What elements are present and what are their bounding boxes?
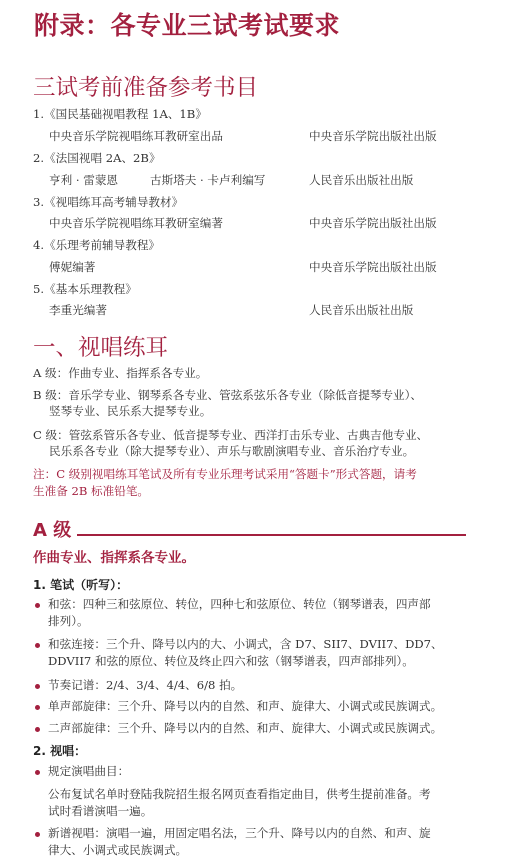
written-test-heading: 1. 笔试（听写）： bbox=[33, 578, 129, 592]
bullet-icon bbox=[35, 832, 40, 837]
books-section-title: 三试考前准备参考书目 bbox=[33, 75, 259, 101]
sight-singing-section-title: 一、视唱练耳 bbox=[33, 335, 169, 361]
singing-item-new-score-1: 新谱视唱：演唱一遍，用固定唱名法，三个升、降号以内的自然、和声、旋 bbox=[48, 826, 431, 840]
note-line-2: 生准备 2B 标准铅笔。 bbox=[33, 484, 150, 498]
book-3-author: 中央音乐学院视唱练耳教研室编著 bbox=[49, 216, 223, 230]
singing-item-prescribed-desc-1: 公布复试名单时登陆我院招生报名网页查看指定曲目，供考生提前准备。考 bbox=[48, 787, 431, 801]
book-1-author: 中央音乐学院视唱练耳教研室出品 bbox=[49, 129, 223, 143]
singing-item-new-score-2: 律大、小调式或民族调式。 bbox=[48, 843, 188, 857]
bullet-icon bbox=[35, 705, 40, 710]
book-4-publisher: 中央音乐学院出版社出版 bbox=[309, 260, 437, 274]
written-item-progression-2: DDVII7 和弦的原位、转位及终止四六和弦（钢琴谱表，四声部排列）。 bbox=[48, 654, 414, 668]
bullet-icon bbox=[35, 643, 40, 648]
book-4-author: 傅妮编著 bbox=[49, 260, 96, 274]
bullet-icon bbox=[35, 727, 40, 732]
book-3-title-line: 3.《视唱练耳高考辅导教材》 bbox=[33, 195, 184, 209]
note-line-1: 注：C 级别视唱练耳笔试及所有专业乐理考试采用“答题卡”形式答题，请考 bbox=[33, 467, 417, 481]
book-2-author: 亨利 · 雷蒙恩 bbox=[49, 173, 119, 187]
book-2-author2: 古斯塔夫 · 卡卢利编写 bbox=[150, 173, 266, 187]
book-5-title-line: 5.《基本乐理教程》 bbox=[33, 282, 137, 296]
singing-test-heading: 2. 视唱： bbox=[33, 744, 87, 758]
book-1-publisher: 中央音乐学院出版社出版 bbox=[309, 129, 437, 143]
bullet-icon bbox=[35, 684, 40, 689]
level-b-desc-1: B 级：音乐学专业、钢琴系各专业、管弦系弦乐各专业（除低音提琴专业）、 bbox=[33, 388, 423, 402]
page-title: 附录：各专业三试考试要求 bbox=[34, 11, 341, 40]
bullet-icon bbox=[35, 603, 40, 608]
book-5-author: 李重光编著 bbox=[49, 303, 107, 317]
level-b-desc-2: 竖琴专业、民乐系大提琴专业。 bbox=[49, 404, 212, 418]
level-a-desc: A 级：作曲专业、指挥系各专业。 bbox=[33, 366, 208, 380]
singing-item-prescribed: 规定演唱曲目： bbox=[48, 764, 130, 778]
level-c-desc-2: 民乐系各专业（除大提琴专业）、声乐与歌剧演唱专业、音乐治疗专业。 bbox=[49, 444, 415, 458]
written-item-two-part-melody: 二声部旋律：三个升、降号以内的自然、和声、旋律大、小调式或民族调式。 bbox=[48, 721, 443, 735]
book-2-title-line: 2.《法国视唱 2A、2B》 bbox=[33, 151, 161, 165]
level-a-divider bbox=[77, 534, 466, 536]
bullet-icon bbox=[35, 770, 40, 775]
book-2-publisher: 人民音乐出版社出版 bbox=[309, 173, 414, 187]
singing-item-prescribed-desc-2: 试时看谱演唱一遍。 bbox=[48, 804, 153, 818]
book-4-title-line: 4.《乐理考前辅导教程》 bbox=[33, 238, 161, 252]
book-3-publisher: 中央音乐学院出版社出版 bbox=[309, 216, 437, 230]
written-item-progression-1: 和弦连接：三个升、降号以内的大、小调式，含 D7、SII7、DVII7、DD7、 bbox=[48, 637, 443, 651]
book-5-publisher: 人民音乐出版社出版 bbox=[309, 303, 414, 317]
level-a-heading: A 级 bbox=[33, 520, 72, 541]
written-item-rhythm: 节奏记谱：2/4、3/4、4/4、6/8 拍。 bbox=[48, 678, 243, 692]
written-item-single-melody: 单声部旋律：三个升、降号以内的自然、和声、旋律大、小调式或民族调式。 bbox=[48, 699, 443, 713]
level-c-desc-1: C 级：管弦系管乐各专业、低音提琴专业、西洋打击乐专业、古典吉他专业、 bbox=[33, 428, 429, 442]
book-1-title-line: 1.《国民基础视唱教程 1A、1B》 bbox=[33, 107, 207, 121]
level-a-subheading: 作曲专业、指挥系各专业。 bbox=[33, 550, 195, 566]
written-item-chords-1: 和弦：四种三和弦原位、转位，四种七和弦原位、转位（钢琴谱表，四声部 bbox=[48, 597, 431, 611]
written-item-chords-2: 排列）。 bbox=[48, 614, 89, 628]
